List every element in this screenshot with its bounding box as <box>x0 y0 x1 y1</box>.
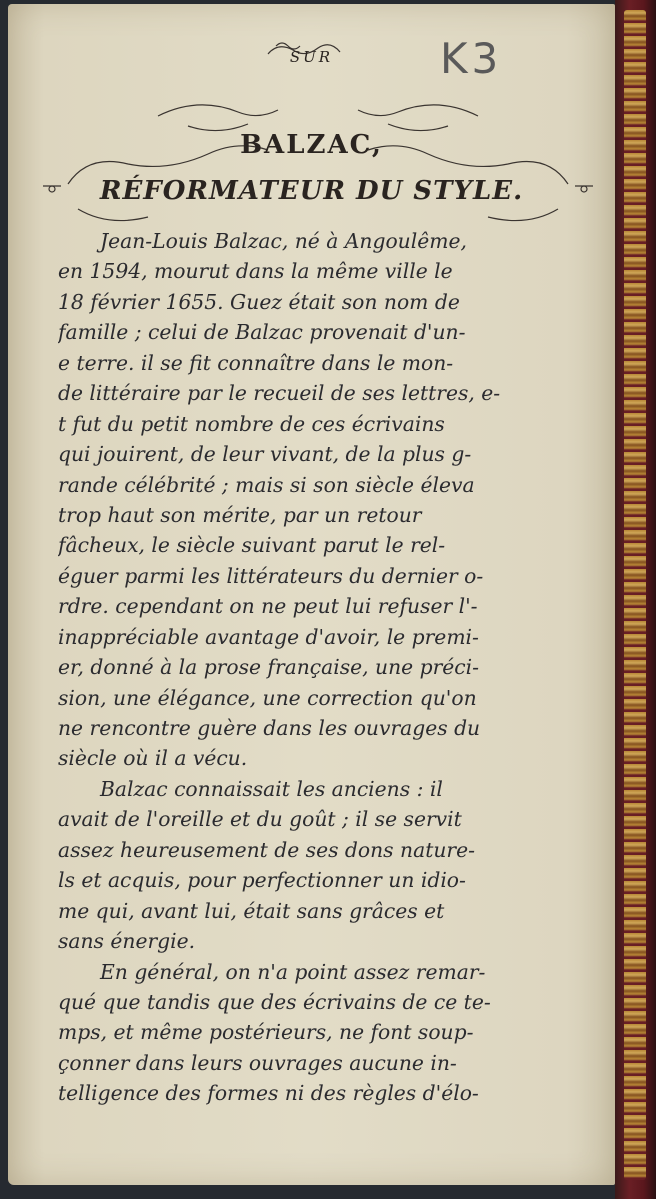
text-line: qui jouirent, de leur vivant, de la plus g- <box>58 442 472 467</box>
text-line: er, donné à la prose française, une préci- <box>58 655 479 680</box>
text-line: En général, on n'a point assez remar- <box>100 959 486 984</box>
text-line: 18 février 1655. Guez était son nom de <box>58 289 460 314</box>
text-line: sion, une élégance, une correction qu'on <box>58 685 477 710</box>
text-line: trop haut son mérite, par un retour <box>58 502 422 527</box>
heading-subtitle: RÉFORMATEUR DU STYLE. <box>99 176 524 206</box>
heading-pre: SUR <box>289 48 334 66</box>
shelfmark-annotation: K3 <box>440 34 503 83</box>
text-line: me qui, avant lui, était sans grâces et <box>58 898 445 923</box>
text-line: mps, et même postérieurs, ne font soup- <box>58 1020 474 1045</box>
text-line: qué que tandis que des écrivains de ce te- <box>58 989 491 1014</box>
text-line: inappréciable avantage d'avoir, le premi- <box>58 624 479 649</box>
text-line: Balzac connaissait les anciens : il <box>100 776 443 801</box>
gilt-edge-decoration <box>624 10 646 1180</box>
text-line: fâcheux, le siècle suivant parut le rel- <box>58 533 446 558</box>
text-line: ls et acquis, pour perfectionner un idio- <box>58 868 466 893</box>
text-line: t fut du petit nombre de ces écrivains <box>58 411 445 436</box>
text-line: avait de l'oreille et du goût ; il se servit <box>58 807 462 832</box>
text-line: e terre. il se fit connaître dans le mon- <box>58 350 454 375</box>
text-line: telligence des formes ni des règles d'élo- <box>58 1081 479 1106</box>
handwritten-text-block <box>58 226 598 1109</box>
text-line: en 1594, mourut dans la même ville le <box>58 259 453 284</box>
text-line: rdre. cependant on ne peut lui refuser l'- <box>58 594 478 619</box>
text-line: Jean-Louis Balzac, né à Angoulême, <box>100 229 467 253</box>
text-line: siècle où il a vécu. <box>58 746 248 771</box>
text-line: famille ; celui de Balzac provenait d'un- <box>58 320 466 345</box>
heading-title: BALZAC, <box>240 130 383 160</box>
text-line: éguer parmi les littérateurs du dernier o- <box>58 563 484 588</box>
text-line: ne rencontre guère dans les ouvrages du <box>58 716 481 740</box>
text-line: assez heureusement de ses dons nature- <box>58 837 475 862</box>
text-line: de littéraire par le recueil de ses lettres, e- <box>58 381 501 406</box>
text-line: sans énergie. <box>58 929 196 954</box>
text-line: rande célébrité ; mais si son siècle éleva <box>58 472 475 497</box>
text-line: çonner dans leurs ouvrages aucune in- <box>58 1050 457 1075</box>
manuscript-page <box>8 4 615 1185</box>
